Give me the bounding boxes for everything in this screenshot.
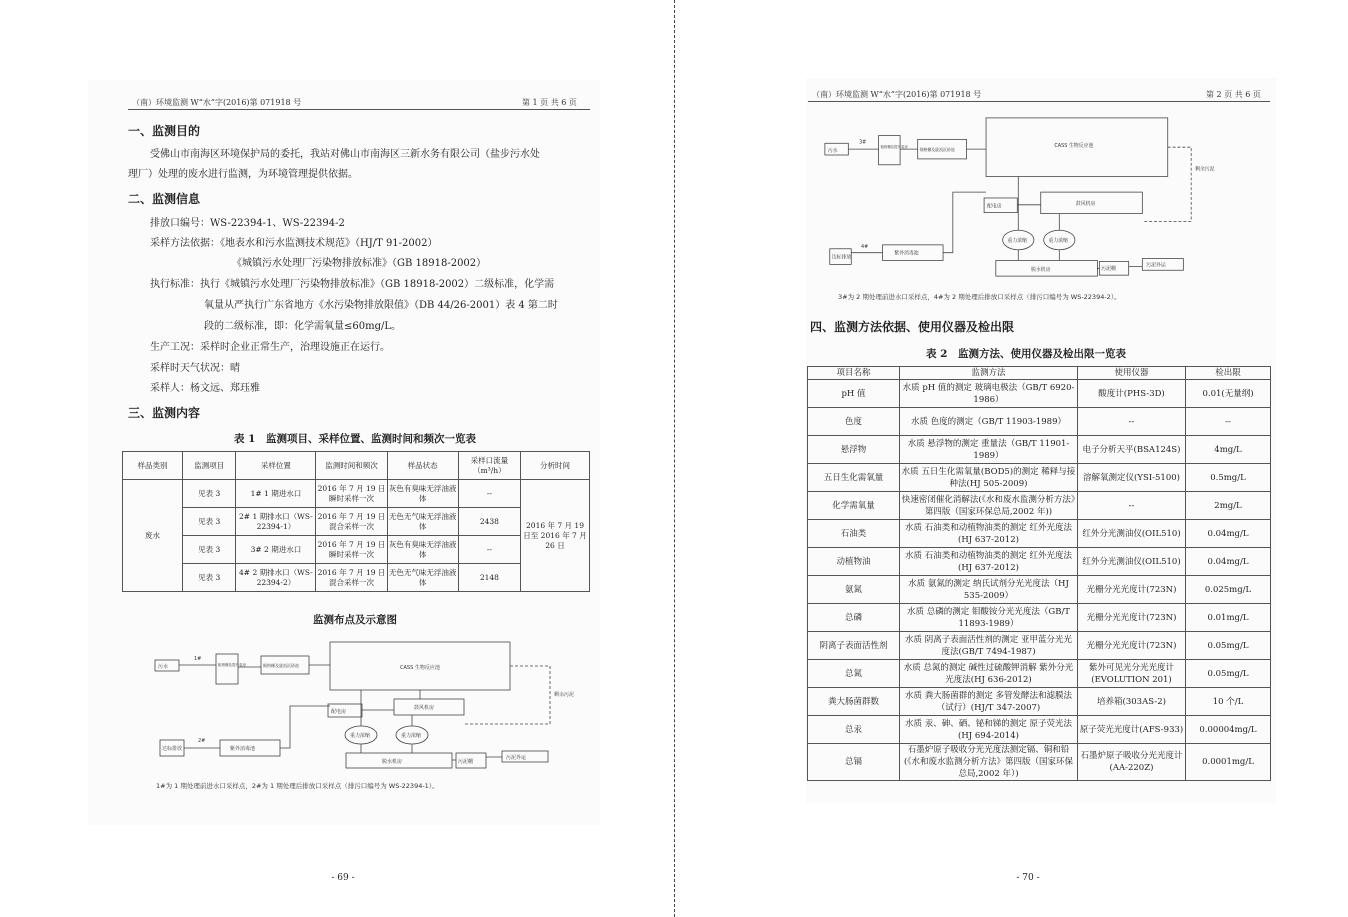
standard-1: 执行标准：执行《城镇污水处理厂污染物排放标准》（GB 18918-2002）二级标准，化学需 bbox=[150, 279, 555, 290]
table-cell: 2438 bbox=[458, 508, 520, 536]
label-thicken-2: 重力浓缩 bbox=[401, 733, 422, 739]
table-cell-instrument: 红外分光测油仪(OIL510) bbox=[1078, 548, 1186, 576]
table-cell-limit: 0.00004mg/L bbox=[1186, 716, 1271, 744]
table-row bbox=[808, 576, 1271, 604]
label-sludge-shed: 污泥棚 bbox=[458, 759, 474, 765]
table-header-cell: 分析时间 bbox=[521, 452, 590, 480]
table-header-cell: 监测项目 bbox=[183, 452, 236, 480]
table-cell-instrument: 电子分析天平(BSA124S) bbox=[1078, 436, 1186, 464]
table-cell: 2016 年 7 月 19 日混合采样一次 bbox=[316, 508, 387, 536]
table-cell-limit: 0.01(无量纲) bbox=[1186, 380, 1271, 408]
production-condition: 生产工况：采样时企业正常生产，治理设施正在运行。 bbox=[150, 342, 390, 353]
table-row bbox=[808, 367, 1271, 380]
table-cell-limit: 0.04mg/L bbox=[1186, 548, 1271, 576]
table-cell: -- bbox=[458, 480, 520, 508]
label-power-room: 配电房 bbox=[987, 203, 1002, 210]
table-header-cell: 监测时间和频次 bbox=[316, 452, 387, 480]
table-header-cell: 使用仪器 bbox=[1078, 367, 1186, 380]
sample-category: 废水 bbox=[123, 480, 183, 592]
label-discharge: 达标排放 bbox=[162, 746, 183, 752]
table-cell-limit: 4mg/L bbox=[1186, 436, 1271, 464]
label-coarse-grille: 粗格栅及提升泵房 bbox=[218, 663, 246, 667]
table-cell-method: 水质 氨氮的测定 纳氏试剂分光光度法（HJ 535-2009） bbox=[900, 576, 1078, 604]
table-cell-instrument: 培养箱(303AS-2) bbox=[1078, 688, 1186, 716]
label-coarse-grille: 粗格栅及提升泵房 bbox=[880, 145, 908, 150]
label-cass: CASS 生物反应池 bbox=[400, 665, 440, 671]
table-cell-limit: 0.0001mg/L bbox=[1186, 744, 1271, 781]
table-cell-instrument: 酸度计(PHS-3D) bbox=[1078, 380, 1186, 408]
table-row bbox=[123, 564, 590, 592]
label-thicken-1: 重力浓缩 bbox=[350, 733, 371, 739]
table-cell-method: 水质 阴离子表面活性剂的测定 亚甲蓝分光光度法(GB/T 7494-1987) bbox=[900, 632, 1078, 660]
table-row bbox=[808, 436, 1271, 464]
table-1-caption: 表 1 监测项目、采样位置、监测时间和频次一览表 bbox=[234, 433, 476, 445]
table-cell-name: 悬浮物 bbox=[808, 436, 900, 464]
label-fine-grille: 细格栅及旋流沉砂池 bbox=[263, 663, 299, 668]
label-blower: 鼓风机房 bbox=[414, 705, 435, 711]
table-cell-limit: 2mg/L bbox=[1186, 492, 1271, 520]
table-cell: -- bbox=[458, 536, 520, 564]
table-cell-limit: 10 个/L bbox=[1186, 688, 1271, 716]
table-cell: 见表 3 bbox=[183, 564, 236, 592]
sampling-method-1: 采样方法依据：《地表水和污水监测技术规范》（HJ/T 91-2002） bbox=[150, 238, 438, 249]
table-cell: 无色无气味无浮油液体 bbox=[387, 508, 458, 536]
table-cell-name: pH 值 bbox=[808, 380, 900, 408]
label-uv: 紫外消毒池 bbox=[230, 746, 256, 752]
table-row bbox=[808, 380, 1271, 408]
table-cell-limit: 0.05mg/L bbox=[1186, 660, 1271, 688]
header-rule bbox=[808, 101, 1270, 102]
table-cell-method: 水质 粪大肠菌群的测定 多管发酵法和滤膜法（试行）(HJ/T 347-2007) bbox=[900, 688, 1078, 716]
table-cell-limit: 0.04mg/L bbox=[1186, 520, 1271, 548]
table-header-cell: 样品类别 bbox=[123, 452, 183, 480]
table-cell-method: 快速密闭催化消解法(《水和废水监测分析方法》第四版（国家环保总局,2002 年)) bbox=[900, 492, 1078, 520]
label-blower: 鼓风机房 bbox=[1075, 200, 1096, 207]
page-number: - 70 - bbox=[1016, 873, 1040, 883]
table-header-cell: 样品状态 bbox=[387, 452, 458, 480]
page-count: 第 1 页 共 6 页 bbox=[522, 98, 577, 107]
table-cell-method: 水质 石油类和动植物油类的测定 红外光度法(HJ 637-2012) bbox=[900, 520, 1078, 548]
diagram-note: 3#为 2 期处理前进水口采样点，4#为 2 期处理后排放口采样点（排污口编号为 WS-22394-2）。 bbox=[838, 293, 1121, 301]
label-sludge-out: 污泥外运 bbox=[1146, 262, 1166, 269]
table-2-caption: 表 2 监测方法、使用仪器及检出限一览表 bbox=[926, 348, 1126, 360]
table-cell-method: 水质 汞、砷、硒、铋和锑的测定 原子荧光法(HJ 694-2014) bbox=[900, 716, 1078, 744]
table-row bbox=[808, 716, 1271, 744]
analysis-time: 2016 年 7 月 19 日至 2016 年 7 月 26 日 bbox=[521, 480, 590, 592]
table-cell-method: 水质 pH 值的测定 玻璃电极法（GB/T 6920-1986） bbox=[900, 380, 1078, 408]
diagram-caption: 监测布点及示意图 bbox=[313, 614, 397, 626]
table-cell-limit: -- bbox=[1186, 408, 1271, 436]
table-cell-instrument: 光栅分光光度计(723N) bbox=[1078, 576, 1186, 604]
table-cell-method: 水质 五日生化需氧量(BOD5)的测定 稀释与接种法(HJ 505-2009) bbox=[900, 464, 1078, 492]
label-thicken-1: 重力浓缩 bbox=[1007, 237, 1028, 244]
table-cell-instrument: -- bbox=[1078, 408, 1186, 436]
table-row bbox=[808, 520, 1271, 548]
table-header-cell: 项目名称 bbox=[808, 367, 900, 380]
weather: 采样时天气状况：晴 bbox=[150, 363, 240, 374]
table-cell-method: 水质 总氮的测定 碱性过硫酸钾消解 紫外分光光度法(HJ 636-2012) bbox=[900, 660, 1078, 688]
label-residual-sludge: 剩余污泥 bbox=[554, 692, 575, 698]
label-sludge-shed: 污泥棚 bbox=[1101, 266, 1116, 273]
process-flow-diagram-2 bbox=[820, 110, 1240, 284]
table-cell-name: 色度 bbox=[808, 408, 900, 436]
label-cass: CASS 生物反应池 bbox=[1054, 143, 1094, 150]
table-cell-limit: 0.5mg/L bbox=[1186, 464, 1271, 492]
table-cell: 1# 1 期进水口 bbox=[236, 480, 316, 508]
purpose-text-1: 受佛山市南海区环境保护局的委托，我站对佛山市南海区三新水务有限公司（盐步污水处 bbox=[150, 149, 540, 160]
table-cell: 见表 3 bbox=[183, 536, 236, 564]
page-count: 第 2 页 共 6 页 bbox=[1206, 90, 1261, 99]
samplers: 采样人：杨文远、郑珏雅 bbox=[150, 383, 260, 394]
table-row bbox=[123, 452, 590, 480]
table-row bbox=[808, 464, 1271, 492]
table-row bbox=[808, 660, 1271, 688]
report-number: （南）环境监测 W“水”字(2016)第 071918 号 bbox=[812, 90, 982, 99]
label-thicken-2: 重力浓缩 bbox=[1048, 237, 1069, 244]
section-3-title: 三、监测内容 bbox=[128, 406, 201, 420]
table-cell-method: 水质 悬浮物的测定 重量法（GB/T 11901-1989） bbox=[900, 436, 1078, 464]
standard-2: 氧量从严执行广东省地方《水污染物排放限值》（DB 44/26-2001）表 4 第二时 bbox=[204, 300, 558, 311]
table-cell-instrument: 石墨炉原子吸收分光光度计(AA-220Z) bbox=[1078, 744, 1186, 781]
page-divider bbox=[674, 0, 675, 917]
table-row bbox=[808, 492, 1271, 520]
process-flow-diagram bbox=[150, 636, 580, 778]
table-cell-instrument: 溶解氧测定仪(YSI-5100) bbox=[1078, 464, 1186, 492]
table-row bbox=[808, 408, 1271, 436]
table-cell: 灰色有臭味无浮油液体 bbox=[387, 536, 458, 564]
section-1-title: 一、监测目的 bbox=[128, 124, 201, 138]
table-row bbox=[123, 508, 590, 536]
table-cell: 3# 2 期进水口 bbox=[236, 536, 316, 564]
sampling-point-out: 2# bbox=[198, 738, 206, 744]
table-cell-limit: 0.05mg/L bbox=[1186, 632, 1271, 660]
table-cell-name: 总汞 bbox=[808, 716, 900, 744]
page-70 bbox=[676, 0, 1348, 917]
table-cell-name: 化学需氧量 bbox=[808, 492, 900, 520]
page-number: - 69 - bbox=[331, 873, 355, 883]
table-cell-name: 阴离子表面活性剂 bbox=[808, 632, 900, 660]
table-cell-name: 五日生化需氧量 bbox=[808, 464, 900, 492]
table-row bbox=[808, 604, 1271, 632]
table-row bbox=[123, 480, 590, 508]
table-cell-name: 氨氮 bbox=[808, 576, 900, 604]
table-1 bbox=[122, 451, 590, 592]
table-2-body bbox=[808, 380, 1271, 781]
table-cell: 4# 2 期排水口（WS-22394-2） bbox=[236, 564, 316, 592]
purpose-text-2: 理厂）处理的废水进行监测，为环境管理提供依据。 bbox=[128, 169, 358, 180]
table-cell-name: 总氮 bbox=[808, 660, 900, 688]
section-2-title: 二、监测信息 bbox=[128, 192, 201, 206]
section-4-title: 四、监测方法依据、使用仪器及检出限 bbox=[810, 320, 1015, 334]
report-number: （南）环境监测 W“水”字(2016)第 071918 号 bbox=[132, 98, 302, 107]
label-power-room: 配电房 bbox=[331, 709, 347, 715]
table-row bbox=[123, 536, 590, 564]
table-cell-limit: 0.01mg/L bbox=[1186, 604, 1271, 632]
table-header-cell: 采样位置 bbox=[236, 452, 316, 480]
table-header-cell: 监测方法 bbox=[900, 367, 1078, 380]
table-row bbox=[808, 548, 1271, 576]
label-wastewater: 污水 bbox=[827, 148, 838, 155]
table-cell-method: 石墨炉原子吸收分光光度法测定镉、铜和铅(《水和废水监测分析方法》第四版（国家环保总局,2002 年）) bbox=[900, 744, 1078, 781]
sampling-point-in: 3# bbox=[859, 139, 867, 146]
table-cell: 无色无气味无浮油液体 bbox=[387, 564, 458, 592]
table-2 bbox=[807, 366, 1271, 781]
table-cell: 2# 1 期排水口（WS-22394-1） bbox=[236, 508, 316, 536]
sampling-method-2: 《城镇污水处理厂污染物排放标准》（GB 18918-2002） bbox=[232, 258, 487, 269]
table-cell-instrument: 紫外可见光分光光度计(EVOLUTION 201) bbox=[1078, 660, 1186, 688]
table-cell-instrument: 红外分光测油仪(OIL510) bbox=[1078, 520, 1186, 548]
label-discharge: 达标排放 bbox=[831, 254, 852, 261]
table-cell-name: 动植物油 bbox=[808, 548, 900, 576]
label-dewater: 脱水机房 bbox=[1030, 267, 1051, 274]
table-cell: 2016 年 7 月 19 日混合采样一次 bbox=[316, 564, 387, 592]
table-cell: 灰色有臭味无浮油液体 bbox=[387, 480, 458, 508]
label-sludge-out: 污泥外运 bbox=[506, 755, 527, 761]
header-rule bbox=[128, 109, 590, 110]
table-cell-method: 水质 石油类和动植物油类的测定 红外光度法(HJ 637-2012) bbox=[900, 548, 1078, 576]
sampling-point-in: 1# bbox=[194, 656, 202, 662]
table-cell-instrument: 原子荧光光度计(AFS-933) bbox=[1078, 716, 1186, 744]
table-cell: 2148 bbox=[458, 564, 520, 592]
label-residual-sludge: 剩余污泥 bbox=[1195, 166, 1215, 173]
standard-3: 段的二级标准，即：化学需氧量≤60mg/L。 bbox=[204, 321, 401, 332]
table-cell-name: 总镉 bbox=[808, 744, 900, 781]
table-cell-instrument: 光栅分光光度计(723N) bbox=[1078, 632, 1186, 660]
label-dewater: 脱水机房 bbox=[382, 759, 403, 765]
table-cell-limit: 0.025mg/L bbox=[1186, 576, 1271, 604]
label-uv: 紫外消毒池 bbox=[894, 250, 919, 257]
outlet-number: 排放口编号：WS-22394-1、WS-22394-2 bbox=[150, 218, 345, 229]
table-cell-name: 粪大肠菌群数 bbox=[808, 688, 900, 716]
table-cell-instrument: -- bbox=[1078, 492, 1186, 520]
table-cell-name: 总磷 bbox=[808, 604, 900, 632]
label-wastewater: 污水 bbox=[158, 664, 169, 670]
table-row bbox=[808, 744, 1271, 781]
table-cell-instrument: 光栅分光光度计(723N) bbox=[1078, 604, 1186, 632]
table-cell-method: 水质 色度的测定（GB/T 11903-1989） bbox=[900, 408, 1078, 436]
table-row bbox=[808, 688, 1271, 716]
table-cell: 2016 年 7 月 19 日瞬时采样一次 bbox=[316, 536, 387, 564]
table-row bbox=[808, 632, 1271, 660]
table-cell-method: 水质 总磷的测定 钼酸铵分光光度法（GB/T 11893-1989） bbox=[900, 604, 1078, 632]
table-header-cell: 检出限 bbox=[1186, 367, 1271, 380]
table-cell: 2016 年 7 月 19 日瞬时采样一次 bbox=[316, 480, 387, 508]
table-cell: 见表 3 bbox=[183, 508, 236, 536]
label-fine-grille: 细格栅及旋流沉砂池 bbox=[919, 147, 955, 153]
table-header-cell: 采样口流量（m³/h） bbox=[458, 452, 520, 480]
table-cell: 见表 3 bbox=[183, 480, 236, 508]
table-cell-name: 石油类 bbox=[808, 520, 900, 548]
diagram-note: 1#为 1 期处理前进水口采样点，2#为 1 期处理后排放口采样点（排污口编号为 WS-22394-1）。 bbox=[156, 782, 439, 790]
sampling-point-out: 4# bbox=[861, 243, 869, 250]
